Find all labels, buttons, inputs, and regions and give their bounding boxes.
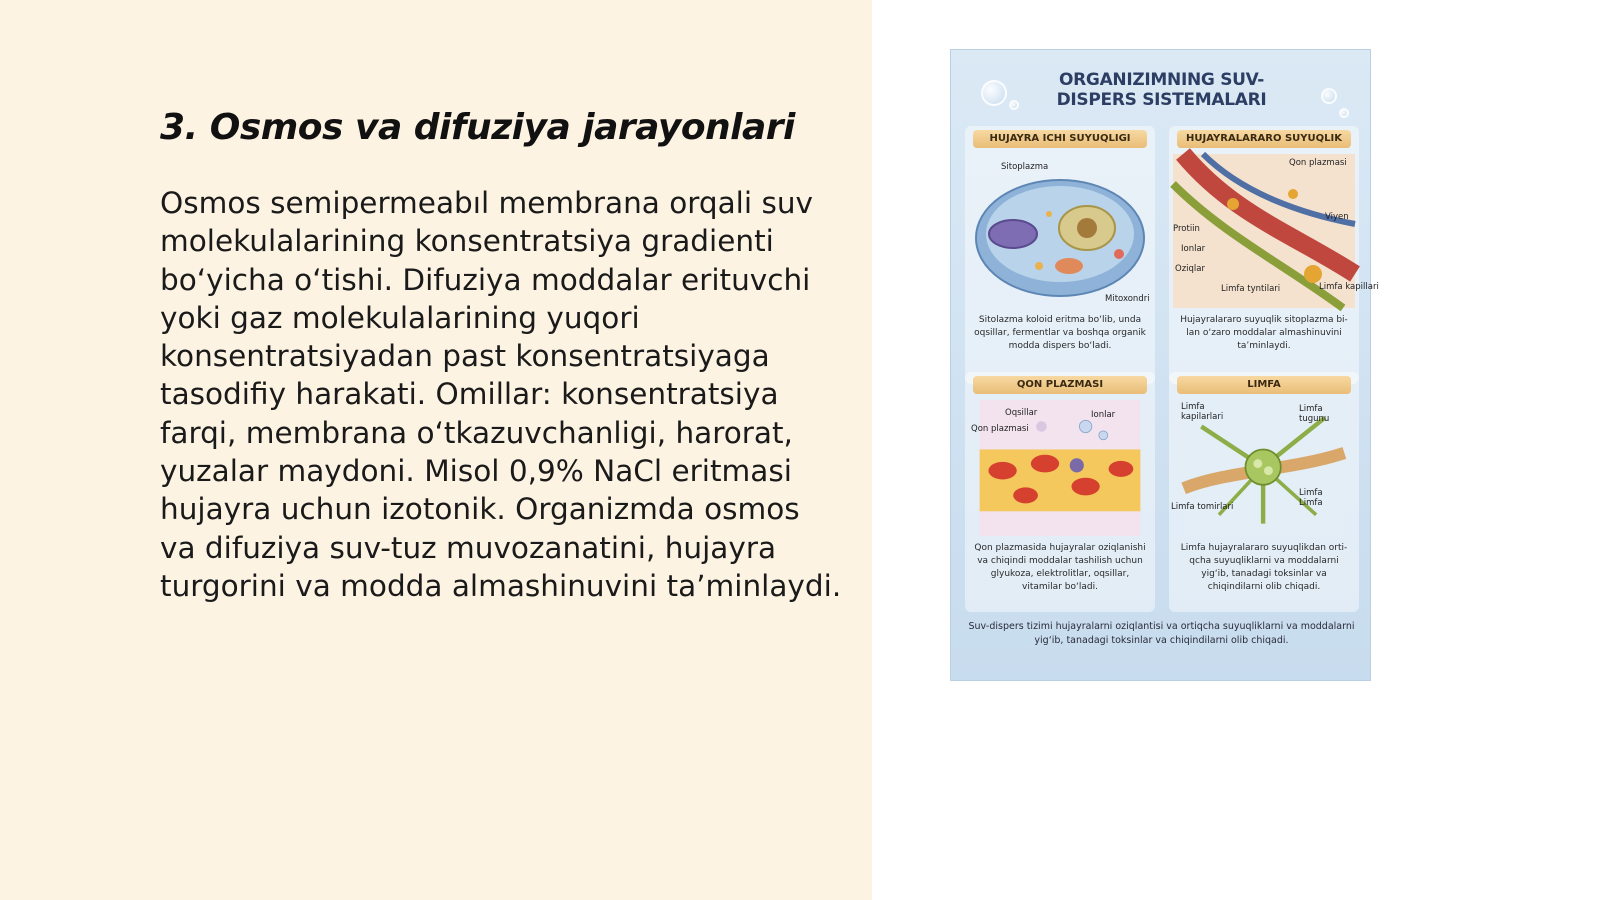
bubble-decoration (981, 80, 1007, 106)
panel-interstitial (1169, 126, 1379, 384)
panel-intracellular (965, 126, 1155, 384)
callout-label: Sitoplazma (1001, 162, 1049, 172)
poster-title: ORGANIZIMNING SUV- DISPERS SISTEMALARI (1056, 70, 1267, 110)
panel-blood-plasma (965, 372, 1155, 612)
callout-label: Limfa tyntilari (1221, 284, 1281, 294)
panel-lymph (1169, 372, 1359, 612)
callout-label: Mitoxondri (1105, 294, 1150, 304)
bubble-decoration (1009, 100, 1019, 110)
callout-label: Ionlar (1091, 410, 1116, 420)
slide-body-text: Osmos semipermeabıl membrana orqali suv molekulalarining konsentratsiya gradienti bo‘yicha o‘tishi. Difuziya moddalar erituvchi yoki gaz molekulalarining yuqori konsentratsiyadan past konsentratsiyaga tasodifiy harakati. Omillar: konsentratsiya farqi, membrana o‘tkazuvchanligi, harorat, yuzalar maydoni. Misol 0,9% NaCl eritmasi hujayra uchun izotonik. Organizmda osmos va difuziya suv-tuz muvozanatini, hujayra turgorini va modda almashinuvini ta’minlaydi. (160, 186, 842, 603)
slide-title: 3. Osmos va difuziya jarayonlari (160, 107, 795, 148)
poster-image (950, 49, 1379, 681)
callout-label: Limfa Limfa (1299, 488, 1323, 508)
panel-caption: Sitolazma koloid eritma bo‘lib, unda oqsillar, fermentlar va boshqa organik modda dispers bo‘ladi. (974, 315, 1146, 351)
panel-label: LIMFA (1177, 376, 1351, 394)
panel-label: HUJAYRALARARO SUYUQLIK (1177, 130, 1351, 148)
panel-caption: Qon plazmasida hujayralar oziqlanishi va chiqindi moddalar tashilish uchun glyukoza, elektrolitlar, oqsillar, vitamilar bo‘ladi. (974, 543, 1146, 592)
callout-label: Limfa kapillari (1319, 282, 1379, 292)
panel-label: HUJAYRA ICHI SUYUQLIGI (973, 130, 1147, 148)
callout-label: Limfa tugunu (1299, 404, 1330, 424)
callout-label: Limfa tomirlari (1171, 502, 1234, 512)
cell-illustration (969, 154, 1151, 308)
plasma-illustration (969, 400, 1151, 536)
panel-label: QON PLAZMASI (973, 376, 1147, 394)
poster-footer: Suv-dispers tizimi hujayralarni oziqlantisi va ortiqcha suyuqliklarni va moddalarni yig‘ib, tanadagi toksinlar va chiqindilarni olib chiqadi. (968, 621, 1355, 646)
callout-label: Qon plazmasi (971, 424, 1029, 434)
bubble-decoration (1321, 88, 1337, 104)
callout-label: Oqsillar (1005, 408, 1038, 418)
callout-label: Qon plazmasi (1289, 158, 1347, 168)
panel-caption: Limfa hujayralararo suyuqlikdan orti-qcha suyuqliklarni va moddalarni yig‘ib, tanadagi toksinlar va chiqindilarni olib chiqadi. (1180, 543, 1348, 592)
callout-label: Ionlar (1181, 244, 1206, 254)
callout-label: Viyen (1325, 212, 1349, 222)
callout-label: Limfa kapilarlari (1181, 402, 1224, 422)
callout-label: Protiin (1173, 224, 1200, 234)
callout-label: Oziqlar (1175, 264, 1205, 274)
bubble-decoration (1339, 108, 1349, 118)
panel-caption: Hujayralararo suyuqlik sitoplazma bi-lan o‘zaro moddalar almashinuvini ta’minlaydi. (1180, 315, 1348, 351)
